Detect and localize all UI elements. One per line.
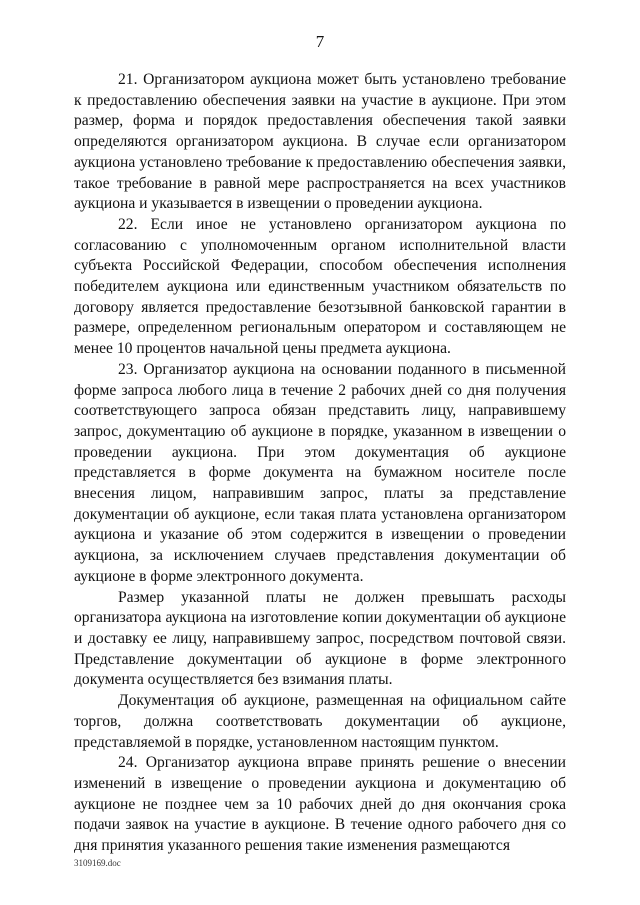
footer-file-name: 3109169.doc xyxy=(74,858,121,868)
paragraph-clause-24: 24. Организатор аукциона вправе принять решение о внесении изменений в извещение о проведении аукциона и документацию об аукционе не позднее чем за 10 рабочих дней до дня окончания срока подачи заявок на участие в аукционе. В течение одного рабочего дня со дня принятия указанного решения такие изменения размещаются xyxy=(74,754,566,855)
paragraph-clause-21: 21. Организатором аукциона может быть установлено требование к предоставлению обеспечения заявки на участие в аукционе. При этом размер, форма и порядок предоставления обеспечения такой заявки определяются организатором аукциона. В случае если организатором аукциона установлено требование к предоставлению обеспечения заявки, такое требование в равной мере распространяется на всех участников аукциона и указывается в извещении о проведении аукциона. xyxy=(74,71,566,213)
paragraph-documentation-conformity: Документация об аукционе, размещенная на официальном сайте торгов, должна соответствовать документации об аукционе, представляемой в порядке, установленном настоящим пунктом. xyxy=(74,692,566,751)
page-number: 7 xyxy=(315,32,325,51)
paragraph-fee-limit: Размер указанной платы не должен превышать расходы организатора аукциона на изготовление копии документации об аукционе и доставку ее лицу, направившему запрос, посредством почтовой связи. Представление документации об аукционе в форме электронного документа осуществляется без взимания платы. xyxy=(74,588,566,689)
document-body xyxy=(74,70,566,857)
paragraph-clause-22: 22. Если иное не установлено организатором аукциона по согласованию с уполномоченным органом исполнительной власти субъекта Российской Федерации, способом обеспечения исполнения победителем аукциона или единственным участником обязательств по договору является предоставление безотзывной банковской гарантии в размере, определенном региональным оператором и составляющем не менее 10 процентов начальной цены предмета аукциона. xyxy=(74,215,566,358)
paragraph-clause-23: 23. Организатор аукциона на основании поданного в письменной форме запроса любого лица в течение 2 рабочих дней со дня получения соответствующего запроса обязан представить лицу, направившему запрос, документацию об аукционе в порядке, указанном в извещении о проведении аукциона. При этом документация об аукционе представляется в форме документа на бумажном носителе после внесения лицом, направившим запрос, платы за представление документации об аукционе, если такая плата установлена организатором аукциона и указание об этом содержится в извещении о проведении аукциона, за исключением случаев представления документации об аукционе в форме электронного документа. xyxy=(74,360,566,585)
